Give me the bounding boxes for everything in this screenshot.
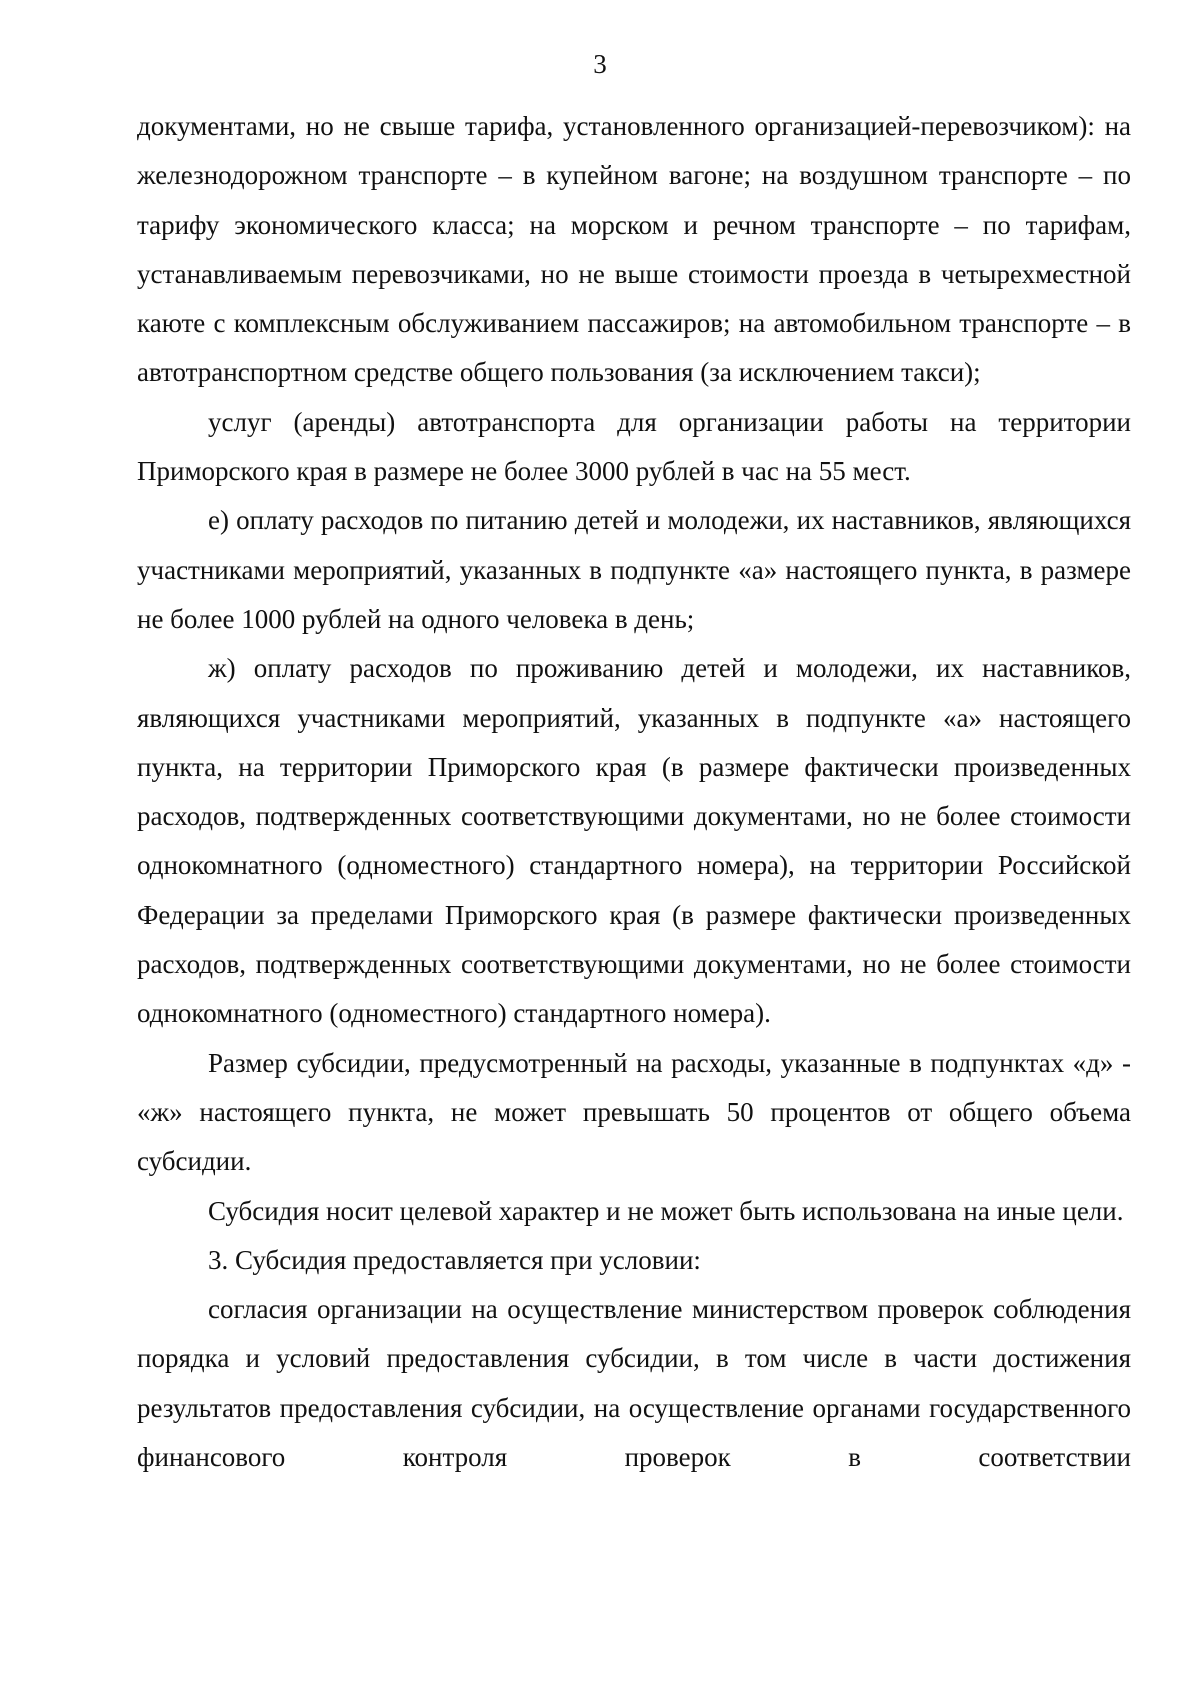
- document-body: [137, 102, 1131, 1482]
- paragraph-section-3-heading: 3. Субсидия предоставляется при условии:: [208, 1244, 701, 1275]
- paragraph-transport-tariffs: документами, но не свыше тарифа, установленного организацией-перевозчиком): на железнодорожном транспорте – в купейном вагоне; на воздушном транспорте – по тарифу экономического класса; на морском и речном транспорте – по тарифам, устанавливаемым перевозчиками, но не выше стоимости проезда в четырехместной каюте с комплексным обслуживанием пассажиров; на автомобильном транспорте – в автотранспортном средстве общего пользования (за исключением такси);: [137, 111, 1131, 388]
- page-number: 3: [593, 49, 607, 79]
- paragraph-vehicle-rental: услуг (аренды) автотранспорта для организации работы на территории Приморского края в размере не более 3000 рублей в час на 55 мест.: [137, 406, 1131, 487]
- paragraph-consent-condition: согласия организации на осуществление министерством проверок соблюдения порядка и условий предоставления субсидии, в том числе в части достижения результатов предоставления субсидии, на осуществление органами государственного финансового контроля проверок в соответствии: [137, 1294, 1131, 1473]
- paragraph-item-e-meals: е) оплату расходов по питанию детей и молодежи, их наставников, являющихся участниками мероприятий, указанных в подпункте «а» настоящего пункта, в размере не более 1000 рублей на одного человека в день;: [137, 505, 1131, 634]
- paragraph-subsidy-purpose: Субсидия носит целевой характер и не может быть использована на иные цели.: [208, 1195, 1124, 1226]
- paragraph-subsidy-limit: Размер субсидии, предусмотренный на расходы, указанные в подпунктах «д» - «ж» настоящего пункта, не может превышать 50 процентов от общего объема субсидии.: [137, 1047, 1131, 1177]
- paragraph-item-zh-accommodation: ж) оплату расходов по проживанию детей и молодежи, их наставников, являющихся участниками мероприятий, указанных в подпункте «а» настоящего пункта, на территории Приморского края (в размере фактически произведенных расходов, подтвержденных соответствующими документами, но не более стоимости однокомнатного (одноместного) стандартного номера), на территории Российской Федерации за пределами Приморского края (в размере фактически произведенных расходов, подтвержденных соответствующими документами, но не более стоимости однокомнатного (одноместного) стандартного номера).: [137, 653, 1131, 1029]
